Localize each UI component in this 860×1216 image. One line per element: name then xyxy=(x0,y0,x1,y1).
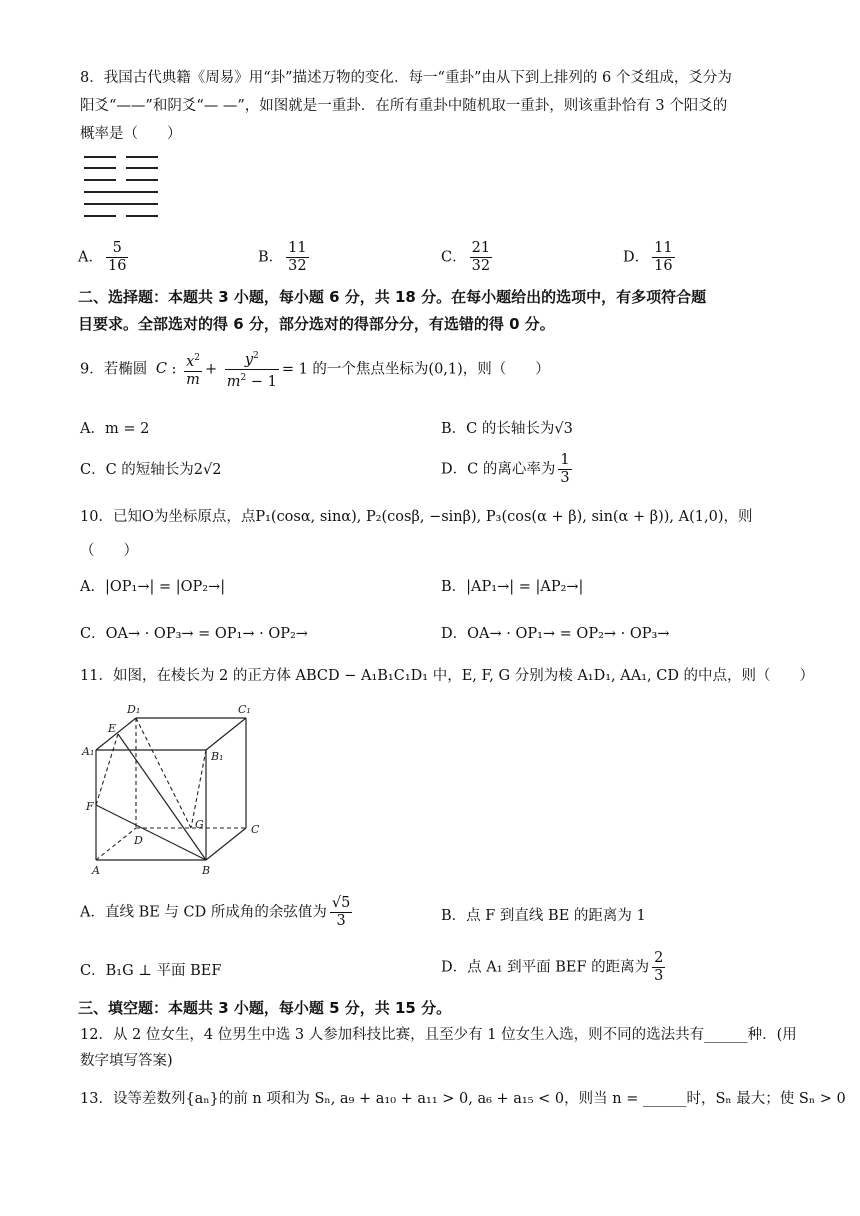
q10-option-d[interactable]: D．OA→ · OP₁→ = OP₂→ · OP₃→ xyxy=(441,626,670,642)
q11-stem: 11．如图，在棱长为 2 的正方体 ABCD − A₁B₁C₁D₁ 中，E, F, G 分别为棱 A₁D₁, AA₁, CD 的中点，则（ ） xyxy=(80,668,815,684)
label-a1: A₁ xyxy=(82,745,95,758)
q8-line-1: 8．我国古代典籍《周易》用“卦”描述万物的变化．每一“重卦”由从下到上排列的 6 个爻组成，爻分为 xyxy=(80,70,732,86)
q9-option-b[interactable]: B．C 的长轴长为√3 xyxy=(441,421,573,437)
q8-line-3: 概率是（ ） xyxy=(80,126,182,142)
label-c: C xyxy=(251,823,260,836)
cube-figure xyxy=(78,700,278,882)
label-b: B xyxy=(202,864,211,877)
q8-option-a[interactable]: A． $\frac{5}{16}$ xyxy=(78,240,127,274)
q10-option-a[interactable]: A．|OP₁→| = |OP₂→| xyxy=(80,579,226,595)
q10-line-1: 10．已知O为坐标原点，点P₁(cosα, sinα), P₂(cosβ, −sinβ), P₃(cos(α + β), sin(α + β)), A(1,0)，则 xyxy=(80,509,753,525)
q9-option-d[interactable]: D．C 的离心率为 $\frac{1}{3}$ xyxy=(441,452,570,486)
q13-line-1: 13．设等差数列{aₙ}的前 n 项和为 Sₙ, a₉ + a₁₀ + a₁₁ > 0, a₆ + a₁₅ < 0，则当 n = ______时，Sₙ 最大；使 Sₙ > 0 xyxy=(80,1091,846,1107)
q11-option-d[interactable]: D．点 A₁ 到平面 BEF 的距离为 $\frac{2}{3}$ xyxy=(441,950,664,984)
q10-option-c[interactable]: C．OA→ · OP₃→ = OP₁→ · OP₂→ xyxy=(80,626,308,642)
section3-heading: 三、填空题：本题共 3 小题，每小题 5 分，共 15 分。 xyxy=(78,999,452,1017)
q9-stem: 9．若椭圆 C : $\frac{x^2}{m}$ + $\frac{y^2}{m^2 - 1}$ = 1 的一个焦点坐标为(0,1)，则（ ） xyxy=(80,348,550,391)
q12-line-1: 12．从 2 位女生，4 位男生中选 3 人参加科技比赛，且至少有 1 位女生入选，则不同的选法共有______种．(用 xyxy=(80,1027,797,1043)
q12-line-2: 数字填写答案) xyxy=(80,1053,173,1069)
q10-line-2: （ ） xyxy=(80,543,138,559)
q9-option-a[interactable]: A．m = 2 xyxy=(80,421,150,437)
label-b1: B₁ xyxy=(211,750,224,763)
label-d: D xyxy=(134,834,143,847)
label-g: G xyxy=(195,818,204,831)
q11-option-a[interactable]: A．直线 BE 与 CD 所成角的余弦值为 $\frac{√5}{3}$ xyxy=(80,895,351,929)
section2-heading-line-1: 二、选择题：本题共 3 小题，每小题 6 分，共 18 分。在每小题给出的选项中，有多项符合题 xyxy=(78,288,707,306)
q8-line-2: 阳爻“——”和阴爻“— —”，如图就是一重卦．在所有重卦中随机取一重卦，则该重卦恰有 3 个阳爻的 xyxy=(80,98,728,114)
label-d1: D₁ xyxy=(127,703,141,716)
q8-option-d[interactable]: D． $\frac{11}{16}$ xyxy=(623,240,673,274)
q8-option-c[interactable]: C． $\frac{21}{32}$ xyxy=(441,240,491,274)
section2-heading-line-2: 目要求。全部选对的得 6 分，部分选对的得部分分，有选错的得 0 分。 xyxy=(78,315,555,333)
q10-option-b[interactable]: B．|AP₁→| = |AP₂→| xyxy=(441,579,584,595)
label-e: E xyxy=(108,722,117,735)
q8-option-b[interactable]: B． $\frac{11}{32}$ xyxy=(258,240,307,274)
q11-option-c[interactable]: C．B₁G ⊥ 平面 BEF xyxy=(80,963,222,979)
label-a: A xyxy=(92,864,100,877)
label-f: F xyxy=(86,800,94,813)
hexagram-figure xyxy=(82,154,162,222)
q9-option-c[interactable]: C．C 的短轴长为2√2 xyxy=(80,462,222,478)
label-c1: C₁ xyxy=(238,703,251,716)
q11-option-b[interactable]: B．点 F 到直线 BE 的距离为 1 xyxy=(441,908,646,924)
